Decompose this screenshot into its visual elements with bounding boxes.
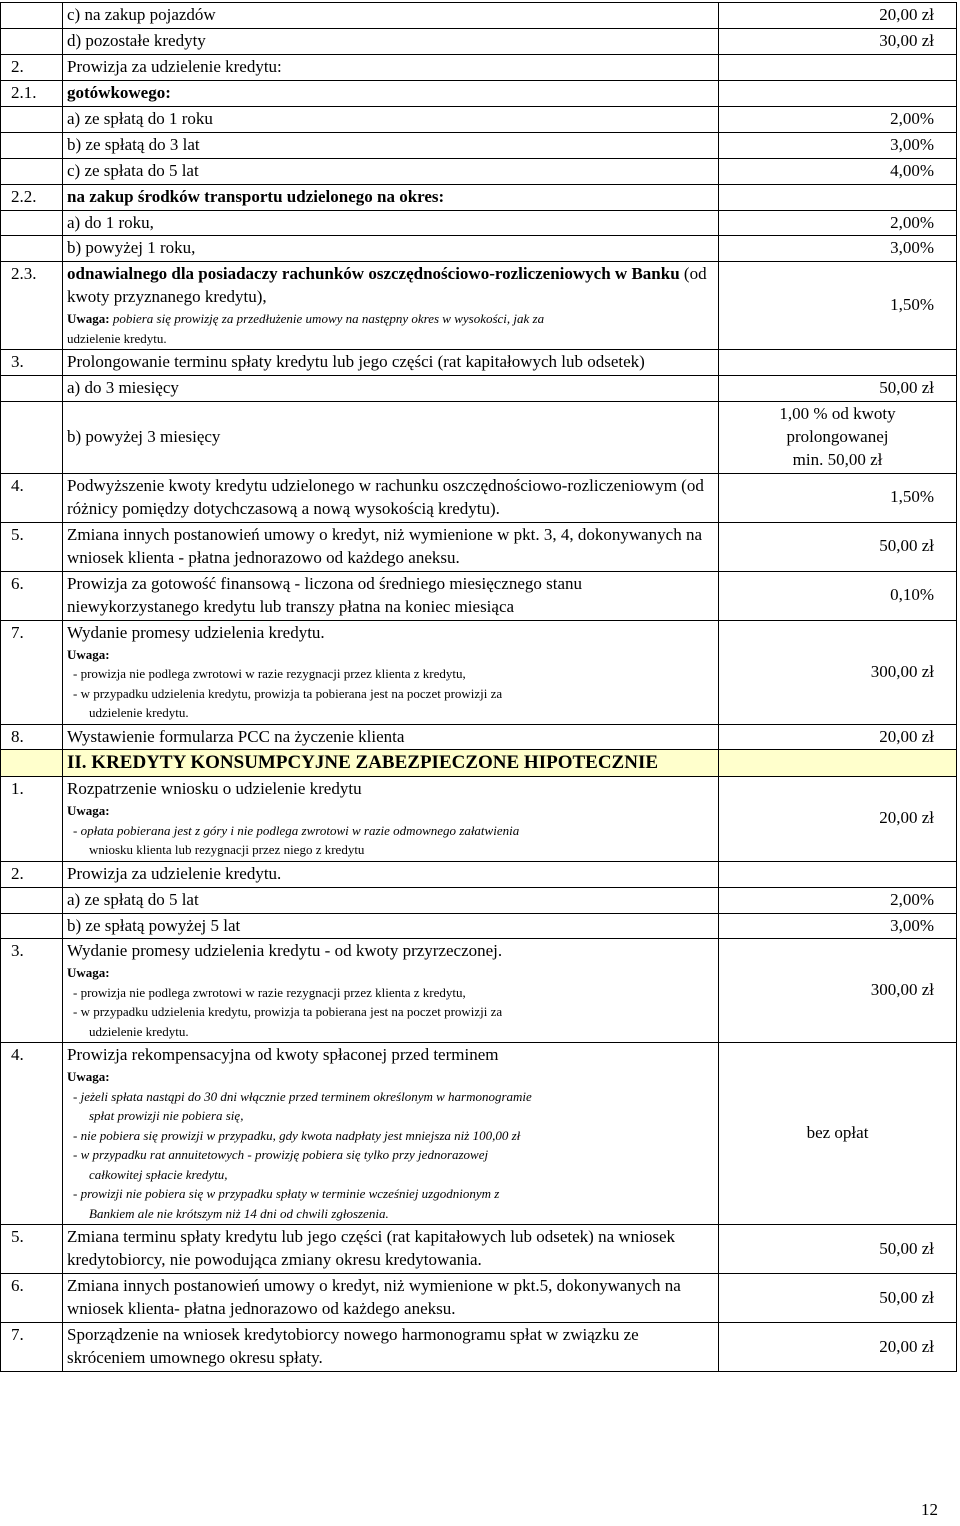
row-description: Prowizja za udzielenie kredytu. — [63, 861, 719, 887]
row-description: c) ze spłata do 5 lat — [63, 158, 719, 184]
note-block — [67, 1067, 714, 1223]
row-number: 2. — [1, 861, 63, 887]
table-row — [1, 402, 957, 474]
note-label: Uwaga: — [67, 311, 110, 327]
row-number: 2.1. — [1, 80, 63, 106]
row-description: Prolongowanie terminu spłaty kredytu lub jego części (rat kapitałowych lub odsetek) — [63, 350, 719, 376]
row-number — [1, 132, 63, 158]
note-block — [67, 645, 714, 723]
section-title: II. KREDYTY KONSUMPCYJNE ZABEZPIECZONE HIPOTECZNIE — [63, 750, 719, 777]
row-value: 2,00% — [719, 887, 957, 913]
note-block — [67, 801, 714, 860]
note-line: całkowitej spłacie kredytu, — [89, 1166, 228, 1182]
row-value: 20,00 zł — [719, 1323, 957, 1372]
row-number: 7. — [1, 620, 63, 724]
row-number: 3. — [1, 350, 63, 376]
row-value: 300,00 zł — [719, 939, 957, 1043]
row-value — [719, 80, 957, 106]
row-value: 50,00 zł — [719, 1225, 957, 1274]
table-row — [1, 184, 957, 210]
row-description — [63, 777, 719, 861]
table-row — [1, 210, 957, 236]
note-line: - nie pobiera się prowizji w przypadku, gdy kwota nadpłaty jest mniejsza niż 100,00 zł — [73, 1127, 521, 1143]
row-number — [1, 210, 63, 236]
row-description: a) ze spłatą do 1 roku — [63, 106, 719, 132]
row-description: Sporządzenie na wniosek kredytobiorcy nowego harmonogramu spłat w związku ze skróceniem umownego okresu spłaty. — [63, 1323, 719, 1372]
row-value — [719, 350, 957, 376]
row-value — [719, 402, 957, 474]
row-description: gotówkowego: — [63, 80, 719, 106]
row-description: na zakup środków transportu udzielonego na okres: — [63, 184, 719, 210]
row-number: 7. — [1, 1323, 63, 1372]
row-description — [63, 1043, 719, 1225]
row-value: 3,00% — [719, 132, 957, 158]
note-line: - w przypadku rat annuitetowych - prowizję pobiera się tylko przy jednorazowej — [73, 1147, 489, 1163]
row-description: Prowizja za gotowość finansową - liczona od średniego miesięcznego stanu niewykorzystanego kredytu lub transzy płatna na koniec miesiąca — [63, 571, 719, 620]
row-number: 8. — [1, 724, 63, 750]
table-row — [1, 350, 957, 376]
table-row — [1, 28, 957, 54]
row-value: 0,10% — [719, 571, 957, 620]
row-value: 300,00 zł — [719, 620, 957, 724]
note-line: - prowizja nie podlega zwrotowi w razie rezygnacji przez klienta z kredytu, — [73, 984, 466, 1000]
row-number — [1, 887, 63, 913]
note-line: - prowizji nie pobiera się w przypadku spłaty w terminie wcześniej uzgodnionym z — [73, 1186, 500, 1202]
table-row — [1, 777, 957, 861]
row-number: 6. — [1, 571, 63, 620]
row-title: Rozpatrzenie wniosku o udzielenie kredytu — [67, 779, 362, 799]
row-number — [1, 28, 63, 54]
row-description: Zmiana innych postanowień umowy o kredyt, niż wymienione w pkt. 3, 4, dokonywanych na wniosek klienta - płatna jednorazowo od każdego aneksu. — [63, 522, 719, 571]
note-label: Uwaga: — [67, 803, 110, 819]
row-value — [719, 54, 957, 80]
table-row — [1, 887, 957, 913]
row-number: 2.3. — [1, 262, 63, 350]
row-description: b) ze spłatą do 3 lat — [63, 132, 719, 158]
row-value: 3,00% — [719, 236, 957, 262]
table-row — [1, 158, 957, 184]
row-value: 3,00% — [719, 913, 957, 939]
note-line: - w przypadku udzielenia kredytu, prowizja ta pobierana jest na poczet prowizji za — [73, 1004, 503, 1020]
row-value: bez opłat — [719, 1043, 957, 1225]
row-title: Prowizja rekompensacyjna od kwoty spłaconej przed terminem — [67, 1045, 499, 1065]
table-row — [1, 939, 957, 1043]
row-value: 20,00 zł — [719, 3, 957, 29]
table-row — [1, 1323, 957, 1372]
note-tail: udzielenie kredytu. — [67, 330, 167, 346]
row-value: 2,00% — [719, 106, 957, 132]
row-value: 30,00 zł — [719, 28, 957, 54]
table-row — [1, 262, 957, 350]
note-line: - w przypadku udzielenia kredytu, prowizja ta pobierana jest na poczet prowizji za — [73, 685, 503, 701]
row-value — [719, 184, 957, 210]
section-number-cell — [1, 750, 63, 777]
row-number: 4. — [1, 473, 63, 522]
row-number — [1, 376, 63, 402]
row-number: 5. — [1, 1225, 63, 1274]
row-number — [1, 913, 63, 939]
row-description: b) powyżej 1 roku, — [63, 236, 719, 262]
note-line: - jeżeli spłata nastąpi do 30 dni włącznie przed terminem określonym w harmonogramie — [73, 1088, 532, 1104]
row-description: c) na zakup pojazdów — [63, 3, 719, 29]
table-row — [1, 132, 957, 158]
row-value: 2,00% — [719, 210, 957, 236]
row-number: 2. — [1, 54, 63, 80]
row-value: 20,00 zł — [719, 777, 957, 861]
row-number — [1, 106, 63, 132]
table-row — [1, 376, 957, 402]
row-description: a) do 3 miesięcy — [63, 376, 719, 402]
row-value: 4,00% — [719, 158, 957, 184]
value-line: prolongowanej — [786, 427, 889, 447]
row-value — [719, 861, 957, 887]
section-value-cell — [719, 750, 957, 777]
table-row — [1, 106, 957, 132]
table-row — [1, 522, 957, 571]
row-number: 2.2. — [1, 184, 63, 210]
row-description: Zmiana terminu spłaty kredytu lub jego części (rat kapitałowych lub odsetek) na wniosek kredytobiorcy, nie powodująca zmiany okresu kredytowania. — [63, 1225, 719, 1274]
table-row — [1, 3, 957, 29]
row-value: 50,00 zł — [719, 376, 957, 402]
row-description: d) pozostałe kredyty — [63, 28, 719, 54]
table-row — [1, 571, 957, 620]
page-number: 12 — [921, 1500, 938, 1519]
row-description-bold: odnawialnego dla posiadaczy rachunków oszczędnościowo-rozliczeniowych w Banku — [67, 264, 680, 284]
row-description: Prowizja za udzielenie kredytu: — [63, 54, 719, 80]
row-description: Zmiana innych postanowień umowy o kredyt, niż wymienione w pkt.5, dokonywanych na wniosek klienta- płatna jednorazowo od każdego aneksu. — [63, 1274, 719, 1323]
note-block — [67, 309, 714, 348]
row-number: 5. — [1, 522, 63, 571]
row-description — [63, 620, 719, 724]
row-number: 4. — [1, 1043, 63, 1225]
table-row — [1, 1043, 957, 1225]
row-number — [1, 402, 63, 474]
row-number: 3. — [1, 939, 63, 1043]
row-description-rest: (od kwoty przyznanego kredytu), — [67, 264, 707, 307]
row-title: Wydanie promesy udzielenia kredytu. — [67, 622, 325, 642]
note-line: wniosku klienta lub rezygnacji przez niego z kredytu — [89, 842, 365, 858]
fee-table — [0, 2, 957, 1372]
table-row — [1, 80, 957, 106]
value-line: 1,00 % od kwoty — [779, 404, 896, 424]
note-line: spłat prowizji nie pobiera się, — [89, 1108, 244, 1124]
note-label: Uwaga: — [67, 646, 110, 662]
row-value: 1,50% — [719, 473, 957, 522]
table-row — [1, 54, 957, 80]
row-number: 1. — [1, 777, 63, 861]
row-title: Wydanie promesy udzielenia kredytu - od kwoty przyrzeczonej. — [67, 941, 503, 961]
note-label: Uwaga: — [67, 965, 110, 981]
note-line: - prowizja nie podlega zwrotowi w razie rezygnacji przez klienta z kredytu, — [73, 666, 466, 681]
table-row — [1, 724, 957, 750]
row-number — [1, 3, 63, 29]
value-line: min. 50,00 zł — [792, 450, 883, 469]
row-description — [63, 939, 719, 1043]
note-line: - opłata pobierana jest z góry i nie podlega zwrotowi w razie odmownego załatwienia — [73, 822, 520, 838]
row-number — [1, 158, 63, 184]
row-description: b) ze spłatą powyżej 5 lat — [63, 913, 719, 939]
table-row — [1, 473, 957, 522]
row-description — [63, 262, 719, 350]
table-row — [1, 1225, 957, 1274]
note-text: pobiera się prowizję za przedłużenie umowy na następny okres w wysokości, jak za — [109, 311, 545, 327]
table-row — [1, 236, 957, 262]
note-line: Bankiem ale nie krótszym niż 14 dni od chwili zgłoszenia. — [89, 1205, 389, 1221]
row-description: a) do 1 roku, — [63, 210, 719, 236]
row-value: 20,00 zł — [719, 724, 957, 750]
row-value: 1,50% — [719, 262, 957, 350]
note-block — [67, 963, 714, 1041]
section-header-row — [1, 750, 957, 777]
row-description: Wystawienie formularza PCC na życzenie klienta — [63, 724, 719, 750]
fee-table-page — [0, 2, 959, 1372]
row-number — [1, 236, 63, 262]
row-description: a) ze spłatą do 5 lat — [63, 887, 719, 913]
row-number: 6. — [1, 1274, 63, 1323]
table-row — [1, 1274, 957, 1323]
table-row — [1, 861, 957, 887]
row-description: b) powyżej 3 miesięcy — [63, 402, 719, 474]
row-value: 50,00 zł — [719, 522, 957, 571]
note-label: Uwaga: — [67, 1069, 110, 1085]
table-row — [1, 913, 957, 939]
row-description: Podwyższenie kwoty kredytu udzielonego w rachunku oszczędnościowo-rozliczeniowym (od różnicy pomiędzy dotychczasową a nową wysokością kredytu). — [63, 473, 719, 522]
note-line: udzielenie kredytu. — [89, 1023, 189, 1039]
table-row — [1, 620, 957, 724]
note-line: udzielenie kredytu. — [89, 705, 189, 720]
row-value: 50,00 zł — [719, 1274, 957, 1323]
